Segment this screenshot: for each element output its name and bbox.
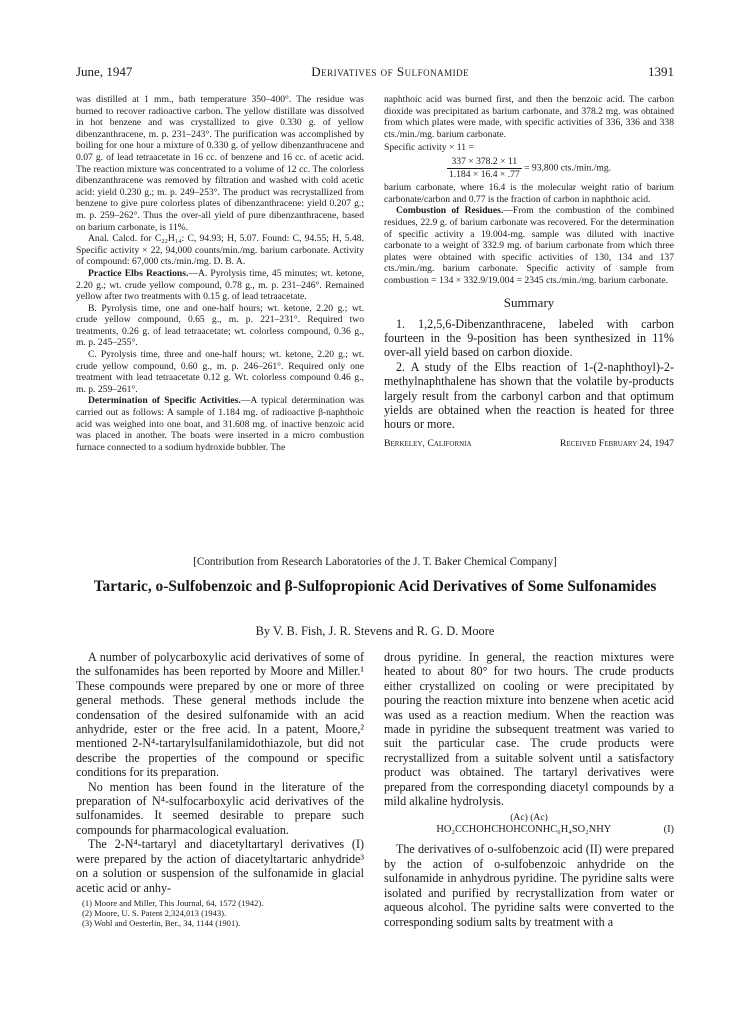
paragraph: Anal. Calcd. for C₂₂H₁₄: C, 94.93; H, 5.07. Found: C, 94.55; H, 5.48. Specific activity × 22, 94,000 counts/min./mg. barium carbonate. Activity of compound: 67,000 cts./min./mg. D. B. A.: [76, 233, 364, 268]
structure-substituents: (Ac) (Ac): [510, 812, 548, 824]
summary-heading: Summary: [503, 294, 555, 310]
fraction-denominator: 1.184 × 16.4 × .77: [448, 168, 520, 180]
fraction-numerator: 337 × 378.2 × 11: [447, 156, 522, 169]
footnotes: [76, 898, 364, 929]
paragraph: C. Pyrolysis time, three and one-half hours; wt. ketone, 2.20 g.; wt. crude yellow compound, 0.60 g., m. p. 246–261°. Required only one treatment with lead tetraacetate 0.12 g. Wt. colorless compound 0.46 g., m. p. 259–261°.: [76, 349, 364, 395]
header-date: June, 1947: [76, 64, 133, 79]
paragraph: barium carbonate, where 16.4 is the molecular weight ratio of barium carbonate/carbon and 0.77 is the fraction of carbon in naphthoic acid.: [384, 182, 674, 205]
running-head: [76, 64, 674, 82]
specific-activity-label: Specific activity × 11 =: [384, 142, 474, 154]
paragraph: The derivatives of o-sulfobenzoic acid (II) were prepared by the action of o-sulfobenzoic anhydride on the sulfonamide in anhydrous pyridine. The pyridine salts were isolated and purified by recrystallization from water or aqueous alcohol. The pyridine salts were converted to the corresponding sodium salts by treatment with a: [384, 842, 674, 929]
paragraph: No mention has been found in the literature of the preparation of N⁴-sulfocarboxylic acid derivatives of the sulfonamides. It seemed desirable to prepare such compounds for pharmacological evaluation.: [76, 779, 364, 837]
paragraph-text: —A typical determination was carried out as follows: A sample of 1.184 mg. of radioactive β-naphthoic acid was weighed into one boat, and 31.608 mg. of inactive benzoic acid was placed in another. The boats were inserted in a micro combustion furnace connected to a sodium hydroxide bubbler. The: [76, 395, 364, 453]
received-date: Received February 24, 1947: [559, 437, 674, 449]
specific-activity-equation: [384, 156, 674, 180]
paragraph: drous pyridine. In general, the reaction mixtures were heated to about 80° for two hours. The crude products either crystallized on cooling or were precipitated by pouring the reaction mixture into benzene when acetic acid was used as a reaction medium. When the reaction was made in pyridine the subsequent treatment was varied to suit the particular case. The crude products were recrystallized from a suitable solvent until a satisfactory product was obtained. The tartaryl derivatives were prepared from the corresponding diacetyl compounds by a mild alkaline hydrolysis.: [384, 650, 674, 809]
article-left-column: [76, 650, 364, 929]
paragraph-text: —From the combustion of the combined residues, 22.9 g. of barium carbonate was recovered. For the determination of specific activity a 19.004-mg. sample was diluted with inactive carbonate to a weight of 332.9 mg. of barium carbonate from which three plates were obtained with specific activities of 130, 134 and 137 cts./min./mg. barium carbonate. Specific activity of sample from combustion = 134 × 332.9/19.004 = 2345 cts./min./mg. barium carbonate.: [384, 205, 674, 286]
header-page-number: 1391: [648, 64, 674, 79]
run-in-heading: Determination of Specific Activities.: [88, 395, 241, 407]
structure-line: [384, 824, 674, 836]
journal-page: [76, 64, 674, 1004]
affiliation-location: Berkeley, California: [384, 437, 472, 449]
footnote: (1) Moore and Miller, This Journal, 64, 1572 (1942).: [82, 897, 264, 908]
affiliation-line: [384, 438, 674, 449]
article-byline: By V. B. Fish, J. R. Stevens and R. G. D. Moore: [255, 624, 495, 638]
paragraph: The 2-N⁴-tartaryl and diacetyltartaryl derivatives (I) were prepared by the action of diacetyltartaric anhydride³ on a solution or suspension of the sulfonamide in glacial acetic acid or anhy-: [76, 837, 364, 895]
structure-text: HO₂CCHOHCHOHCONHC₆H₄SO₂NHY: [436, 824, 612, 836]
paragraph: [76, 268, 364, 303]
footnote: (2) Moore, U. S. Patent 2,324,013 (1943).: [82, 908, 227, 919]
fraction: [447, 156, 522, 180]
paragraph: A number of polycarboxylic acid derivatives of some of the sulfonamides has been reported by Moore and Miller.¹ These compounds were prepared by one or more of three general methods. These general methods include the condensation of the desired sulfonamide with an acid anhydride, ester or the free acid. In a patent, Moore,² mentioned 2-N⁴-tartarylsulfanilamidothiazole, but did not describe the properties of the compound or specific conditions for its preparation.: [76, 650, 364, 780]
footnote: (3) Wohl and Oesterlin, Ber., 34, 1144 (1901).: [82, 918, 241, 929]
paragraph: B. Pyrolysis time, one and one-half hours; wt. ketone, 2.20 g.; wt. crude yellow compound, 0.65 g., m. p. 221–231°. Required two treatments, 0.26 g. of lead tetraacetate; wt. colorless compound, 0.36 g., m. p. 245–255°.: [76, 302, 364, 349]
run-in-heading: Combustion of Residues.: [396, 205, 504, 217]
paragraph: [76, 395, 364, 453]
article-title: Tartaric, o-Sulfobenzoic and β-Sulfopropionic Acid Derivatives of Some Sulfonamides: [93, 578, 657, 595]
structure-label: (I): [663, 824, 674, 836]
run-in-heading: Practice Elbs Reactions.: [88, 267, 189, 279]
article-right-column: [384, 650, 674, 929]
paragraph: was distilled at 1 mm., bath temperature 350–400°. The residue was burned to recover radioactive carbon. The yellow distillate was dissolved in hot benzene and was crystallized to give 0.330 g. of yellow dibenzanthracene, m. p. 231–243°. The purification was accomplished by boiling for one hour a mixture of 0.330 g. of yellow dibenzanthracene and 0.07 g. of lead tetraacetate in 16 cc. of benzene and 16 cc. of acetic acid. The reaction mixture was concentrated to a volume of 12 cc. The colorless dibenzanthracene was removed by filtration and washed with cold acetic acid: yield 0.230 g.; m. p. 249–253°. The product was recrystallized from benzene to give pure colorless plates of dibenzanthracene: yield 0.207 g.; m. p. 259–262°. Thus the over-all yield of pure dibenzanthracene, based on barium carbonate, is 11%.: [76, 94, 364, 233]
header-title: Derivatives of Sulfonamide: [311, 64, 470, 79]
experimental-right-column: [384, 94, 674, 449]
paragraph-text: —A. Pyrolysis time, 45 minutes; wt. ketone, 2.20 g.; wt. crude yellow compound, 0.78 g., m. p. 231–246°. Remained yellow after two treatments with 0.15 g. of lead tetraacetate.: [76, 267, 364, 303]
experimental-left-column: [76, 94, 364, 453]
structure-formula: [384, 812, 674, 836]
paragraph: naphthoic acid was burned first, and then the benzoic acid. The carbon dioxide was precipitated as barium carbonate, and 378.2 mg. was obtained from which plates were made, with specific activities of 336, 336 and 338 cts./min./mg. barium carbonate.: [384, 94, 674, 140]
paragraph: [384, 205, 674, 286]
contribution-line: [Contribution from Research Laboratories of the J. T. Baker Chemical Company]: [193, 556, 557, 568]
equation-result: = 93,800 cts./min./mg.: [524, 162, 612, 174]
summary-item: 2. A study of the Elbs reaction of 1-(2-naphthoyl)-2-methylnaphthalene has shown that the volatile by-products largely result from the carbonyl carbon and that optimum yields are obtained when the reaction is heated for three hours or more.: [384, 359, 674, 432]
summary-item: 1. 1,2,5,6-Dibenzanthracene, labeled with carbon fourteen in the 9-position has been synthesized in 11% over-all yield based on carbon dioxide.: [384, 316, 674, 360]
